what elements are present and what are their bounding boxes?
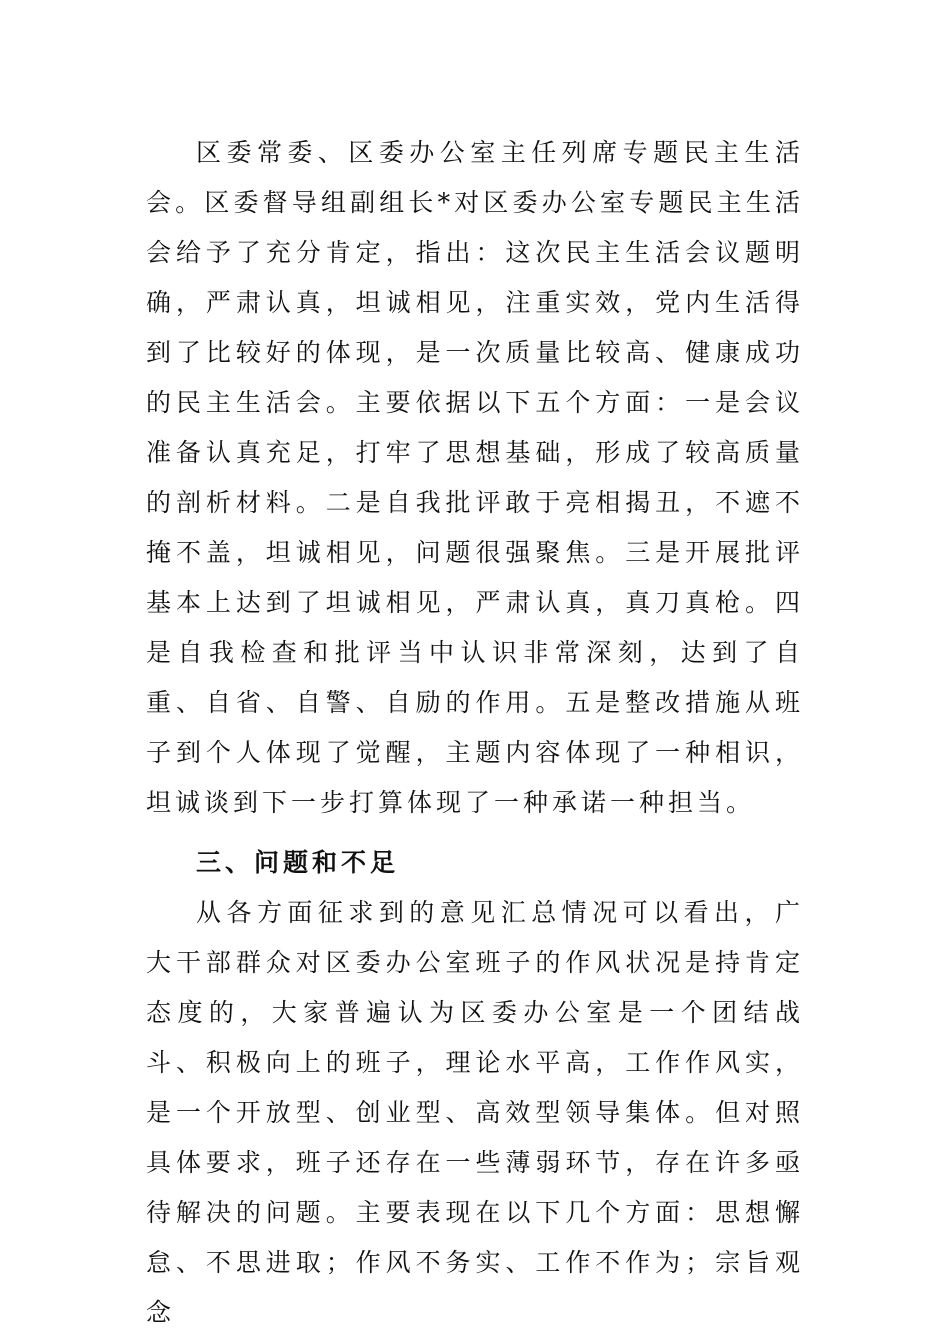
body-paragraph: 从各方面征求到的意见汇总情况可以看出，广大干部群众对区委办公室班子的作风状况是持肯定态度的，大家普遍认为区委办公室是一个团结战斗、积极向上的班子，理论水平高，工作作风实，是一个开放型、创业型、高效型领导集体。但对照具体要求，班子还存在一些薄弱环节，存在许多亟待解决的问题。主要表现在以下几个方面：思想懈怠、不思进取；作风不务实、工作不作为；宗旨观念	[146, 898, 804, 1327]
document-body	[146, 128, 804, 1338]
body-paragraph: 区委常委、区委办公室主任列席专题民主生活会。区委督导组副组长*对区委办公室专题民主生活会给予了充分肯定，指出：这次民主生活会议题明确，严肃认真，坦诚相见，注重实效，党内生活得到了比较好的体现，是一次质量比较高、健康成功的民主生活会。主要依据以下五个方面：一是会议准备认真充足，打牢了思想基础，形成了较高质量的剖析材料。二是自我批评敢于亮相揭丑，不遮不掩不盖，坦诚相见，问题很强聚焦。三是开展批评基本上达到了坦诚相见，严肃认真，真刀真枪。四是自我检查和批评当中认识非常深刻，达到了自重、自省、自警、自励的作用。五是整改措施从班子到个人体现了觉醒，主题内容体现了一种相识，坦诚谈到下一步打算体现了一种承诺一种担当。	[146, 138, 804, 817]
section-heading: 三、问题和不足	[196, 848, 400, 877]
